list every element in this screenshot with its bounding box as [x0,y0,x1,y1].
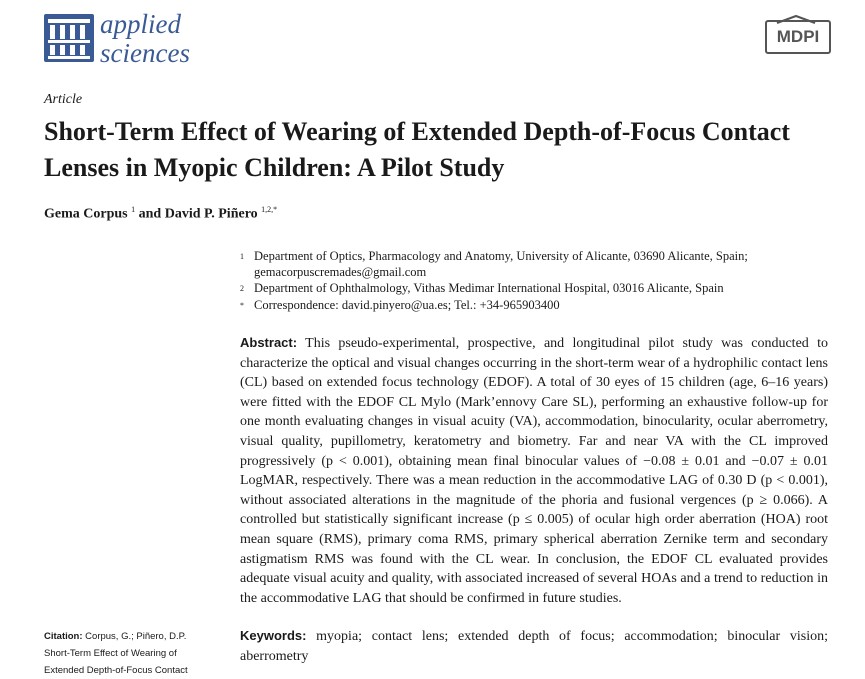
affiliation-mark: 1 [240,252,244,261]
author-conjunction: and [138,206,162,222]
affiliation-item [240,297,820,314]
journal-name-line1: applied [100,9,181,39]
affiliation-mark: * [240,301,244,310]
correspondence-text: Correspondence: david.pinyero@ua.es; Tel.: +34-965903400 [254,298,560,312]
article-type: Article [44,92,83,107]
affiliation-mark: 2 [240,284,244,293]
citation-line: Extended Depth-of-Focus Contact [44,665,188,676]
journal-name-line2: sciences [100,38,190,68]
citation-line [44,628,224,645]
affiliation-item [240,248,820,280]
affiliation-item [240,280,820,297]
author-affiliation-mark: 1 [131,205,136,214]
author-affiliation-mark: 1,2,* [261,205,278,214]
affiliation-text: Department of Ophthalmology, Vithas Medimar International Hospital, 03016 Alicante, Spain [254,281,724,295]
citation-label: Citation: [44,631,83,642]
keywords-label: Keywords: [240,628,307,643]
author-name[interactable]: Gema Corpus [44,206,128,222]
publisher-logo[interactable]: MDPI [765,20,831,54]
citation-text: Corpus, G.; Piñero, D.P. [85,631,187,642]
keywords [240,626,828,666]
affiliations [240,248,820,314]
journal-logo-icon [44,14,94,62]
abstract [240,333,828,608]
journal-name [100,10,190,68]
keywords-text: myopia; contact lens; extended depth of focus; accommodation; binocular vision; aberrometry [240,629,829,664]
abstract-label: Abstract: [240,335,298,350]
author-name[interactable]: David P. Piñero [164,206,258,222]
article-title: Short-Term Effect of Wearing of Extended Depth-of-Focus Contact Lenses in Myopic Children: A Pilot Study [44,117,790,182]
affiliation-text: Department of Optics, Pharmacology and Anatomy, University of Alicante, 03690 Alicante, Spain; gemacorpuscremades@gmail.com [254,249,748,279]
citation-block [44,628,224,679]
author-list [44,205,277,223]
abstract-text: This pseudo-experimental, prospective, and longitudinal pilot study was conducted to characterize the optical and visual changes occurring in the short-term wear of a hydrophilic contact lens (CL) based on extended focus technology (EDOF). A total of 30 eyes of 15 children (age, 6–16 years) were fitted with the EDOF CL Mylo (Mark’ennovy Care SL), performing an exhaustive follow-up for one month evaluating changes in visual acuity (VA), accommodation, binocularity, ocular aberrometry, visual quality, pupillometry, keratometry and biometry. Far and near VA with the CL improved progressively (p < 0.001), obtaining mean final binocular values of −0.08 ± 0.01 and −0.07 ± 0.01 LogMAR, respectively. There was a mean reduction in the accommodative LAG of 0.30 D (p < 0.001), without associated alterations in the magnitude of the phoria and fusional vergences (p ≥ 0.066). A controlled but statistically significant increase (p ≤ 0.005) of ocular high order aberration (HOA) root mean square (RMS), primary coma RMS, primary spherical aberration Zernike term and secondary astigmatism RMS was found with the CL wear. In conclusion, the EDOF CL evaluated provides adequate visual acuity and quality, with associated increased of several HOAs and a trend to reduction in the accommodative LAG that should be confirmed in future studies. [240,336,828,606]
citation-line: Short-Term Effect of Wearing of [44,648,177,659]
